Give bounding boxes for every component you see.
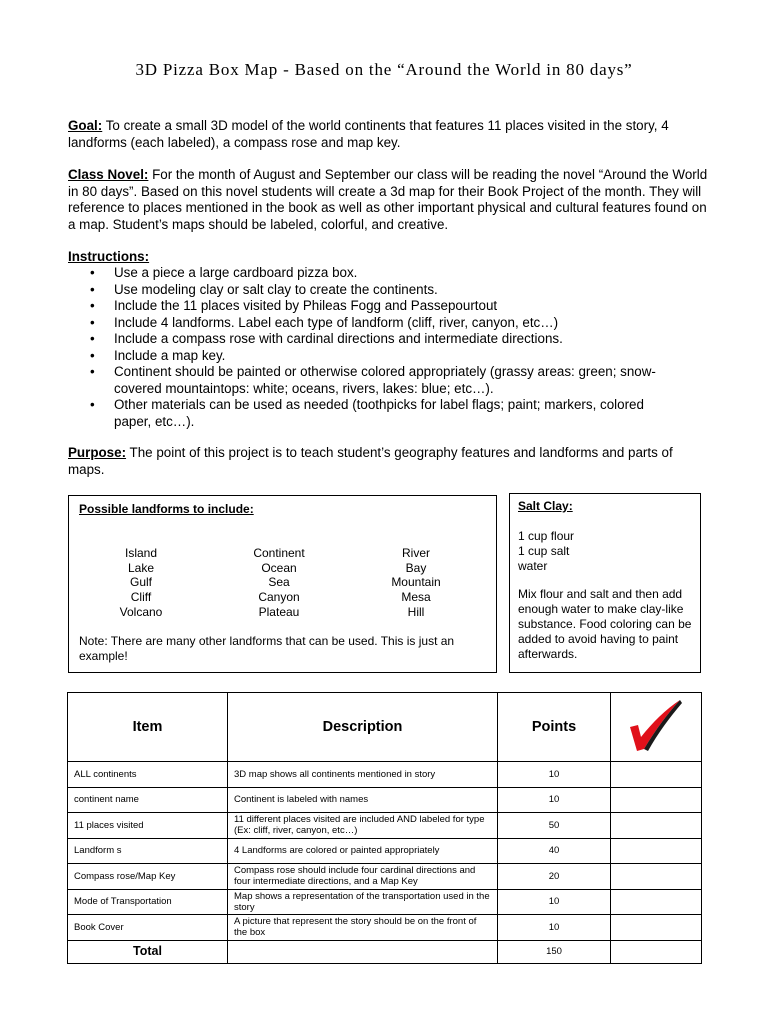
description-cell: Continent is labeled with names [228,787,498,813]
total-label: Total [68,940,228,963]
table-row [68,787,702,813]
rubric-header-row [68,693,702,762]
salt-clay-directions: Mix flour and salt and then add enough water to make clay-like substance. Food coloring can be added to avoid having to paint afterwards. [518,587,692,661]
red-checkmark-icon [624,697,688,755]
landform-item: Canyon [258,590,300,605]
item-header: Item [68,693,228,762]
item-cell: 11 places visited [68,813,228,839]
document-title: 3D Pizza Box Map - Based on the “Around the World in 80 days” [135,60,633,79]
description-cell: Compass rose should include four cardinal directions and four intermediate directions, and a Map Key [228,864,498,890]
landforms-box [68,495,497,673]
check-cell [611,838,702,864]
ingredient-item: 1 cup salt [518,544,570,558]
goal-section [68,118,708,151]
list-item: • Use a piece a large cardboard pizza box. [68,265,708,282]
table-row [68,762,702,788]
item-cell: Compass rose/Map Key [68,864,228,890]
total-check-cell [611,940,702,963]
rubric-table [67,692,702,964]
points-header: Points [498,693,611,762]
purpose-label: Purpose: [68,445,127,460]
description-cell: 3D map shows all continents mentioned in story [228,762,498,788]
class-novel-label: Class Novel: [68,167,149,182]
points-cell: 10 [498,915,611,941]
landform-item: Lake [127,560,155,575]
description-cell: Map shows a representation of the transportation used in the story [228,889,498,915]
list-item: • Use modeling clay or salt clay to create the continents. [68,282,708,299]
landform-item: Hill [407,604,425,619]
check-cell [611,915,702,941]
list-item: • Include the 11 places visited by Phileas Fogg and Passepourtout [68,298,708,315]
landform-item: Mesa [401,590,431,605]
check-cell [611,762,702,788]
landforms-heading: Possible landforms to include: [79,502,254,516]
table-row [68,838,702,864]
item-cell: Mode of Transportation [68,889,228,915]
purpose-text: The point of this project is to teach student’s geography features and landforms and parts of maps. [68,445,673,477]
landform-item: Cliff [130,590,152,605]
item-cell: continent name [68,787,228,813]
class-novel-section [68,167,708,233]
check-cell [611,889,702,915]
checkmark-header [611,693,702,762]
points-cell: 20 [498,864,611,890]
salt-clay-ingredients [518,529,574,574]
landform-item: Island [124,546,158,560]
points-cell: 10 [498,787,611,813]
points-cell: 10 [498,889,611,915]
salt-clay-heading: Salt Clay: [518,499,573,513]
landform-item: Gulf [129,575,152,590]
landforms-column-3 [341,546,491,619]
table-row [68,813,702,839]
points-cell: 40 [498,838,611,864]
salt-clay-box [509,493,701,673]
landform-item: Mountain [391,575,441,590]
item-cell: Landform s [68,838,228,864]
landform-item: River [401,546,430,560]
points-cell: 10 [498,762,611,788]
purpose-section [68,445,708,478]
check-cell [611,787,702,813]
check-cell [611,813,702,839]
total-row [68,940,702,963]
description-cell: A picture that represent the story should be on the front of the box [228,915,498,941]
list-item: • Include a compass rose with cardinal directions and intermediate directions. [68,331,708,348]
landform-item: Continent [253,546,305,560]
list-item: • Continent should be painted or otherwise colored appropriately (grassy areas: green; snow-covered mountaintops: white; oceans, rivers, lakes: blue; etc…). [68,364,708,397]
landforms-note: Note: There are many other landforms that can be used. This is just an example! [79,634,455,663]
description-cell: 11 different places visited are included AND labeled for type (Ex: cliff, river, canyon, etc…) [228,813,498,839]
landforms-column-2 [204,546,354,619]
item-cell: Book Cover [68,915,228,941]
table-row [68,889,702,915]
list-item: • Include 4 landforms. Label each type of landform (cliff, river, canyon, etc…) [68,315,708,332]
landform-item: Volcano [119,604,163,619]
ingredient-item: 1 cup flour [518,529,575,543]
list-item: • Other materials can be used as needed (toothpicks for label flags; paint; markers, colored paper, etc…). [68,397,708,430]
item-cell: ALL continents [68,762,228,788]
landform-item: Bay [405,560,427,575]
total-points: 150 [498,940,611,963]
goal-text: To create a small 3D model of the world continents that features 11 places visited in the story, 4 landforms (each labeled), a compass rose and map key. [68,118,669,150]
list-item: • Include a map key. [68,348,708,365]
landforms-column-1 [66,546,216,619]
ingredient-item: water [518,559,548,573]
landform-item: Ocean [261,560,297,575]
table-row [68,915,702,941]
landform-item: Plateau [258,604,300,619]
points-cell: 50 [498,813,611,839]
instructions-list [68,265,708,430]
description-cell: 4 Landforms are colored or painted appropriately [228,838,498,864]
check-cell [611,864,702,890]
class-novel-text: For the month of August and September our class will be reading the novel “Around the World in 80 days”. Based on this novel students will create a 3d map for their Book Project of the month. They will reference to places mentioned in the book as well as other important physical and cultural features found on a map. Student’s maps should be labeled, colorful, and creative. [68,167,708,232]
total-description-cell [228,940,498,963]
goal-label: Goal: [68,118,103,133]
instructions-heading: Instructions: [68,249,150,264]
landform-item: Sea [268,575,290,590]
description-header: Description [228,693,498,762]
table-row [68,864,702,890]
